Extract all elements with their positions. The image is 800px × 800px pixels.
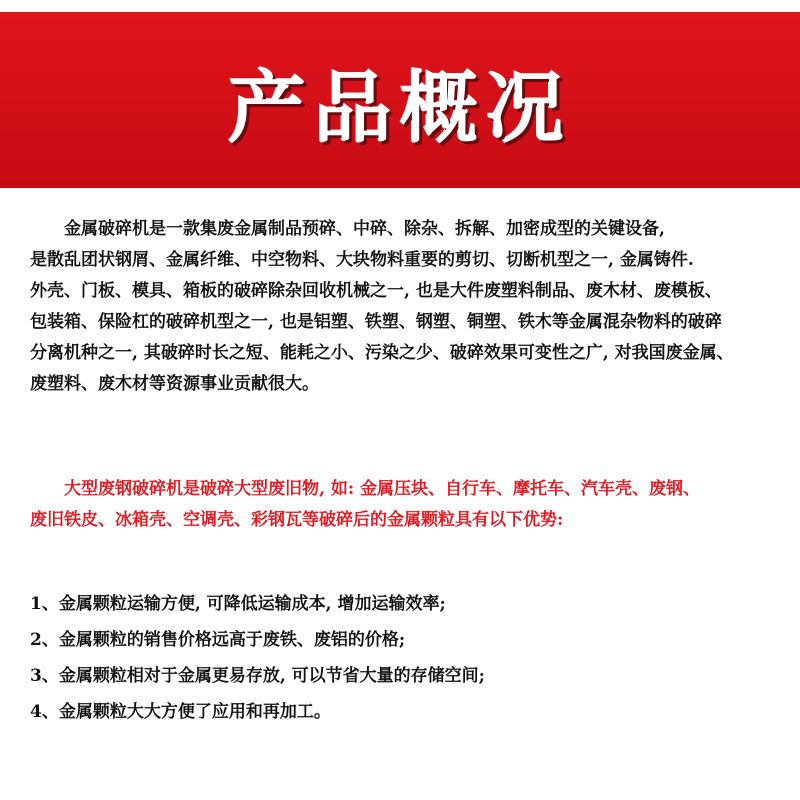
- intro-line: 金属破碎机是一款集废金属制品预碎、中碎、除杂、拆解、加密成型的关键设备,: [64, 219, 665, 239]
- highlight-line: 大型废钢破碎机是破碎大型废旧物, 如: 金属压块、自行车、摩托车、汽车壳、废钢、: [64, 479, 701, 499]
- intro-line: 分离机种之一, 其破碎时长之短、能耗之小、污染之少、破碎效果可变性之广, 对我国废金属、: [30, 343, 734, 363]
- list-item: 1、金属颗粒运输方便, 可降低运输成本, 增加运输效率;: [30, 594, 446, 614]
- banner-title: 产品概况: [227, 64, 572, 154]
- highlight-line: 废旧铁皮、冰箱壳、空调壳、彩钢瓦等破碎后的金属颗粒具有以下优势:: [30, 510, 564, 530]
- highlight-paragraph: [30, 474, 775, 536]
- title-banner: [0, 12, 800, 188]
- intro-line: 是散乱团状钢屑、金属纤维、中空物料、大块物料重要的剪切、切断机型之一, 金属铸件.: [30, 250, 694, 270]
- list-item: 3、金属颗粒相对于金属更易存放, 可以节省大量的存储空间;: [30, 666, 485, 686]
- list-item: 4、金属颗粒大大方便了应用和再加工。: [30, 702, 331, 722]
- intro-paragraph: [30, 214, 775, 400]
- list-item: 2、金属颗粒的销售价格远高于废铁、废铝的价格;: [30, 630, 406, 650]
- intro-line: 外壳、门板、模具、箱板的破碎除杂回收机械之一, 也是大件废塑料制品、废木材、废模板、: [30, 281, 722, 301]
- advantages-list: [30, 586, 775, 730]
- intro-line: 废塑料、废木材等资源事业贡献很大。: [30, 374, 319, 394]
- intro-line: 包装箱、保险杠的破碎机型之一, 也是铝塑、铁塑、钢塑、铜塑、铁木等金属混杂物料的破碎: [30, 312, 722, 332]
